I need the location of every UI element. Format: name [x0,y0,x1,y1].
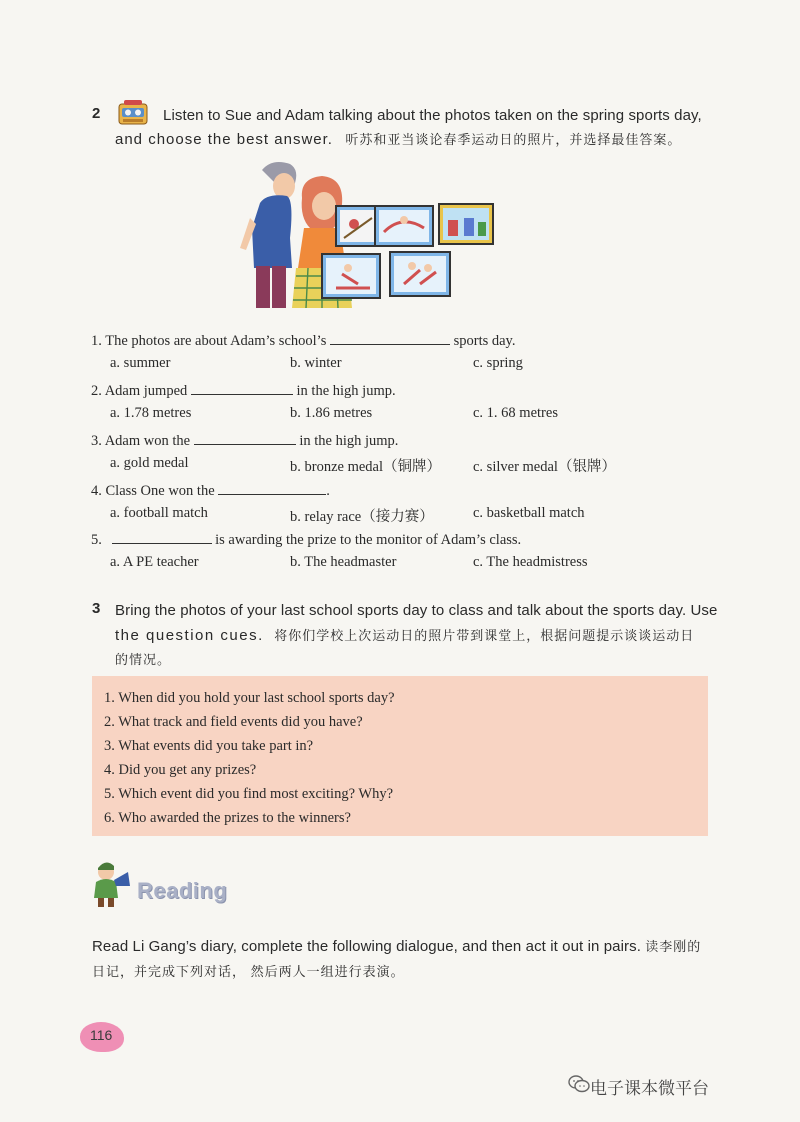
page-number-badge [80,1022,124,1052]
question-3-text-after: in the high jump. [299,433,399,449]
cue-2: 2. What track and field events did you have? [104,714,363,730]
cue-6: 6. Who awarded the prizes to the winners? [104,810,351,826]
question-5 [91,529,521,549]
question-4-number: 4. [91,483,102,499]
exercise-2-instruction-line1: Listen to Sue and Adam talking about the photos taken on the spring sports day, [163,107,702,124]
question-2-text-before: Adam jumped [104,383,188,399]
sports-photos-illustration [232,158,502,313]
question-2 [91,380,396,400]
cassette-player-icon [118,98,148,126]
reading-title: Reading [137,878,228,903]
question-3-option-a[interactable]: a. gold medal [110,455,189,471]
question-2-blank[interactable] [191,380,293,395]
question-5-option-b[interactable]: b. The headmaster [290,554,397,570]
cue-5: 5. Which event did you find most exciting? Why? [104,786,394,802]
question-1-blank[interactable] [330,330,450,345]
exercise-3-instruction-cn1: 将你们学校上次运动日的照片带到课堂上，根据问题提示谈谈运动日 [274,628,695,643]
cue-1: 1. When did you hold your last school sports day? [104,690,395,706]
question-3-option-c[interactable]: c. silver medal（银牌） [473,459,616,475]
question-cues-box [92,676,708,836]
exercise-3-instruction-line1: Bring the photos of your last school sports day to class and talk about the sports day. Use [115,602,718,619]
question-5-number: 5. [91,532,102,548]
question-2-option-b[interactable]: b. 1.86 metres [290,405,373,421]
question-5-option-c[interactable]: c. The headmistress [473,554,588,570]
exercise-2-instruction-line2: and choose the best answer. [115,131,333,148]
reading-instruction-cn2: 日记，并完成下列对话， 然后两人一组进行表演。 [92,964,405,979]
question-4-text-after: . [326,483,330,499]
question-1 [91,330,515,350]
cue-3: 3. What events did you take part in? [104,738,314,754]
exercise-3-instruction-cn2: 的情况。 [115,652,172,667]
question-3-option-b[interactable]: b. bronze medal（铜牌） [290,459,442,475]
wechat-icon [568,1074,590,1094]
question-4-option-b[interactable]: b. relay race（接力赛） [290,509,434,525]
watermark-text: 电子课本微平台 [590,1079,709,1098]
reading-instruction-cn1: 读李刚的 [645,939,702,954]
cue-4: 4. Did you get any prizes? [104,762,257,778]
question-4-blank[interactable] [218,480,326,495]
question-4-option-c[interactable]: c. basketball match [473,505,585,521]
question-1-option-a[interactable]: a. summer [110,355,171,371]
question-3-text-before: Adam won the [104,433,191,449]
question-2-text-after: in the high jump. [296,383,396,399]
question-2-option-c[interactable]: c. 1. 68 metres [473,405,558,421]
question-2-option-a[interactable]: a. 1.78 metres [110,405,192,421]
question-1-option-b[interactable]: b. winter [290,355,342,371]
question-4-text-before: Class One won the [105,483,215,499]
exercise-2-instruction-cn: 听苏和亚当谈论春季运动日的照片，并选择最佳答案。 [345,132,682,147]
question-3-blank[interactable] [194,430,296,445]
question-1-number: 1. [91,333,102,349]
question-1-option-c[interactable]: c. spring [473,355,523,371]
question-4 [91,480,330,500]
question-1-text-after: sports day. [453,333,516,349]
reading-instruction-line1: Read Li Gang’s diary, complete the following dialogue, and then act it out in pairs. [92,938,642,955]
question-3-number: 3. [91,433,102,449]
exercise-2-number: 2 [92,105,101,122]
exercise-3-instruction-line2: the question cues. [115,627,264,644]
question-2-number: 2. [91,383,102,399]
question-5-blank[interactable] [112,529,212,544]
question-5-text-after: is awarding the prize to the monitor of Adam’s class. [215,532,522,548]
question-4-option-a[interactable]: a. football match [110,505,208,521]
megaphone-character-icon [88,858,132,908]
page-number: 116 [90,1027,113,1043]
question-3 [91,430,398,450]
exercise-3-number: 3 [92,600,101,617]
question-1-text-before: The photos are about Adam’s school’s [105,333,327,349]
question-5-option-a[interactable]: a. A PE teacher [110,554,199,570]
